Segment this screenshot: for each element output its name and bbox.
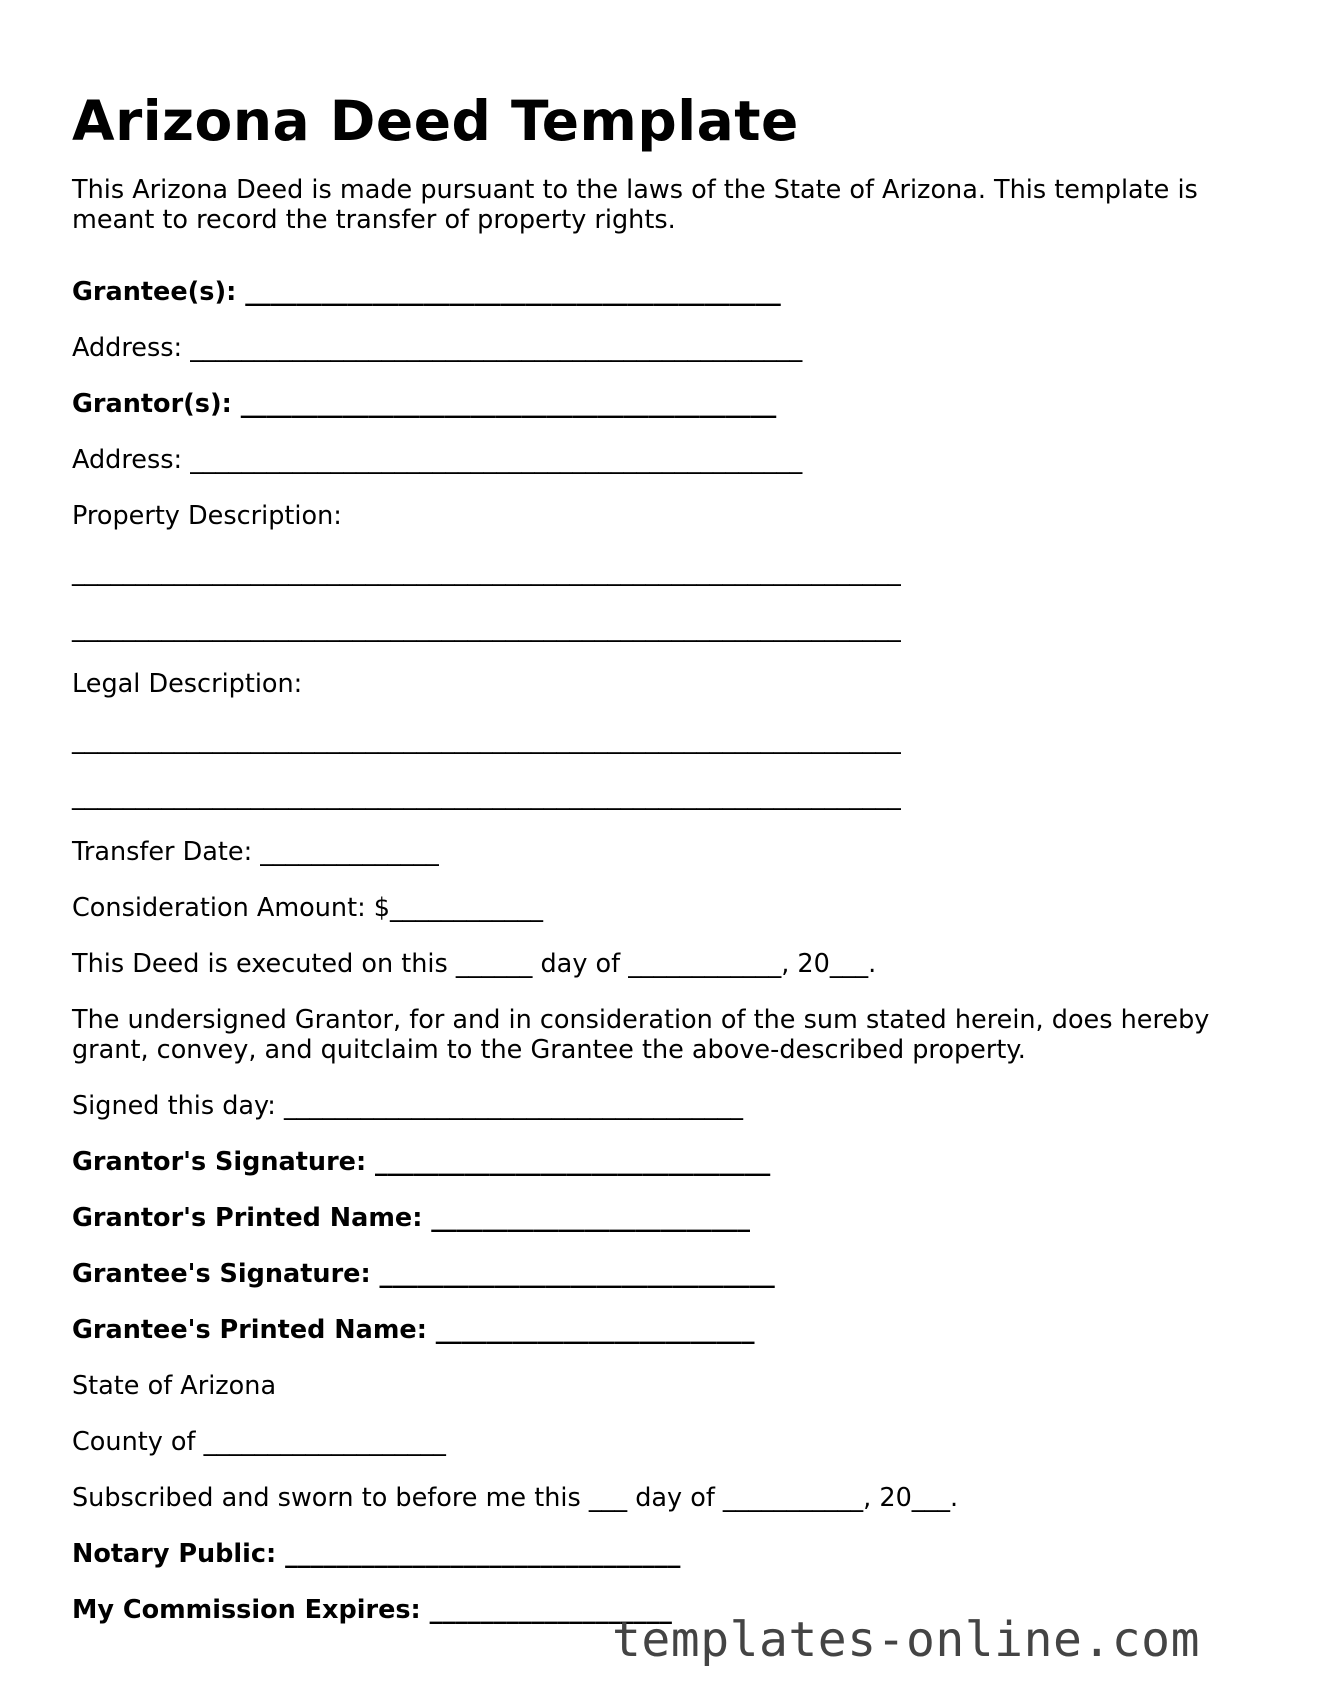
legal-description-label: Legal Description: (72, 669, 303, 699)
notary-public-field: Notary Public: _______________________________ (72, 1539, 681, 1569)
watermark: templates-online.com (612, 1612, 1200, 1668)
property-description-line-1: _________________________________________________________________ (72, 557, 901, 587)
county-field: County of ___________________ (72, 1427, 446, 1457)
subscribed-line: Subscribed and sworn to before me this ___ day of ___________, 20___. (72, 1483, 959, 1513)
intro-line-2: meant to record the transfer of property rights. (72, 205, 676, 235)
state-line: State of Arizona (72, 1371, 277, 1401)
property-description-label: Property Description: (72, 501, 342, 531)
grant-clause-line-1: The undersigned Grantor, for and in consideration of the sum stated herein, does hereby (72, 1005, 1210, 1035)
legal-description-line-2: _________________________________________________________________ (72, 781, 901, 811)
grantor-address-field: Address: ________________________________________________ (72, 445, 803, 475)
signed-this-day-field: Signed this day: ____________________________________ (72, 1091, 743, 1121)
grantor-signature-field: Grantor's Signature: _______________________________ (72, 1147, 771, 1177)
grantee-printed-name-field: Grantee's Printed Name: _________________________ (72, 1315, 755, 1345)
legal-description-line-1: _________________________________________________________________ (72, 725, 901, 755)
grantee-signature-field: Grantee's Signature: _______________________________ (72, 1259, 775, 1289)
property-description-line-2: _________________________________________________________________ (72, 613, 901, 643)
grantor-printed-name-field: Grantor's Printed Name: _________________________ (72, 1203, 751, 1233)
executed-on-line: This Deed is executed on this ______ day of ____________, 20___. (72, 949, 877, 979)
intro-line-1: This Arizona Deed is made pursuant to the laws of the State of Arizona. This template is (72, 175, 1198, 205)
grantee-address-field: Address: ________________________________________________ (72, 333, 803, 363)
page-title: Arizona Deed Template (72, 89, 799, 153)
grantor-field: Grantor(s): __________________________________________ (72, 389, 777, 419)
consideration-amount-field: Consideration Amount: $____________ (72, 893, 544, 923)
commission-expires-field: My Commission Expires: ___________________ (72, 1595, 672, 1625)
grant-clause-line-2: grant, convey, and quitclaim to the Grantee the above-described property. (72, 1035, 1026, 1065)
transfer-date-field: Transfer Date: ______________ (72, 837, 439, 867)
grantee-field: Grantee(s): __________________________________________ (72, 277, 781, 307)
